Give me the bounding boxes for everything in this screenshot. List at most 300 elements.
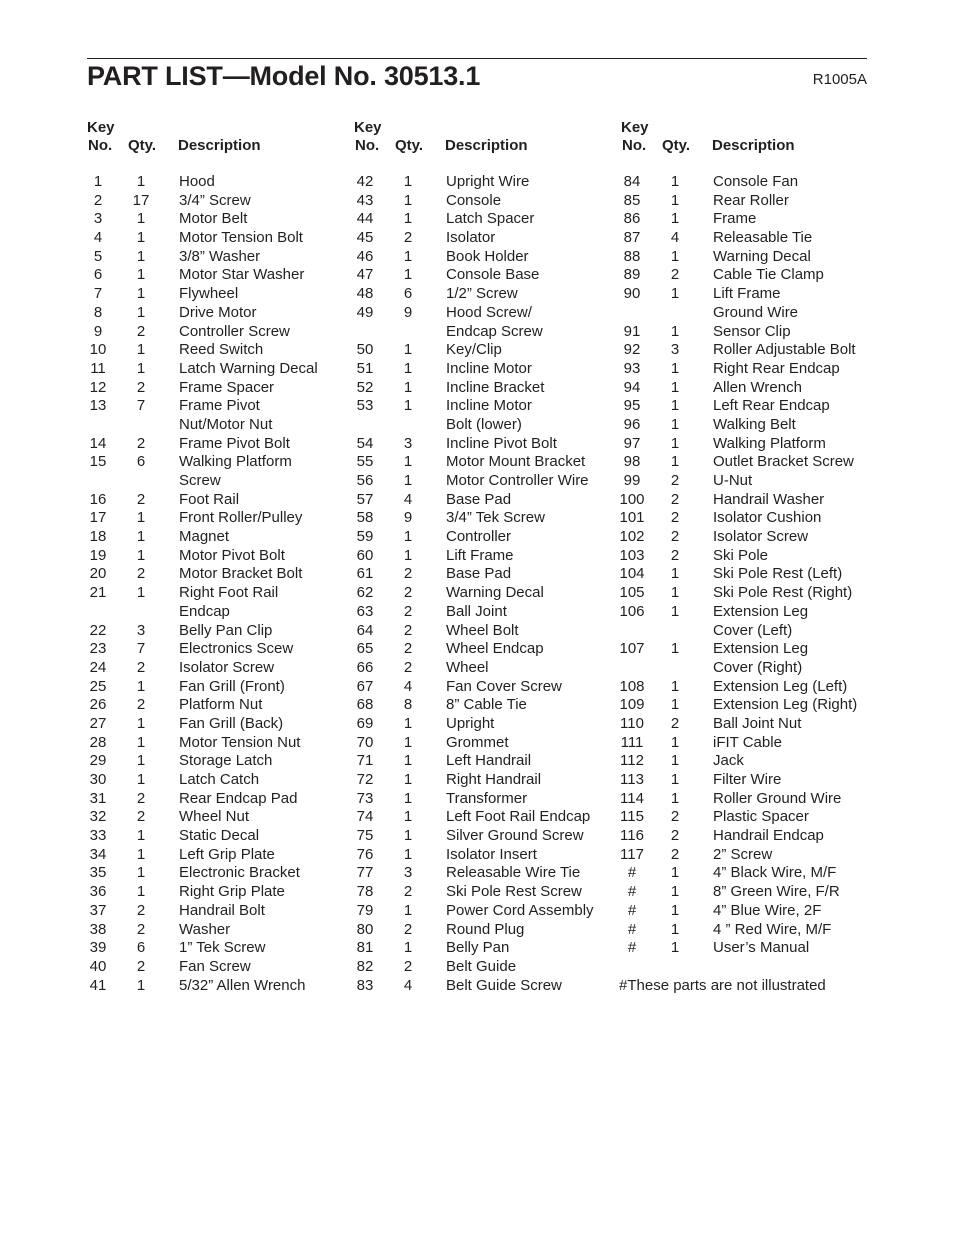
- key-number: 115: [620, 808, 644, 826]
- quantity: 1: [136, 771, 146, 788]
- key-number: 1: [93, 173, 103, 190]
- part-description: Walking Belt: [713, 415, 796, 433]
- quantity: 1: [136, 733, 146, 751]
- part-description: Washer: [179, 920, 231, 938]
- quantity: 2: [670, 845, 680, 863]
- part-description: Right Handrail: [446, 771, 542, 788]
- key-number: 11: [90, 359, 106, 377]
- quantity: 1: [136, 247, 146, 265]
- key-number: 15: [89, 453, 107, 471]
- key-number: 80: [356, 920, 374, 938]
- quantity: 3: [136, 621, 146, 639]
- part-description: Motor Tension Bolt: [179, 229, 303, 247]
- key-number: 47: [356, 266, 374, 284]
- key-number: 108: [619, 677, 645, 695]
- part-description: Incline Motor: [446, 359, 532, 377]
- quantity: 1: [670, 677, 680, 695]
- quantity: 2: [136, 658, 146, 676]
- key-number: 106: [619, 602, 645, 620]
- key-number: 25: [89, 677, 107, 695]
- part-description: Electronics Scew: [179, 640, 294, 658]
- quantity: 1: [403, 378, 413, 396]
- quantity: 2: [403, 565, 413, 583]
- key-number: 99: [623, 472, 641, 489]
- part-description: Extension Leg (Left): [713, 677, 848, 695]
- key-number: #: [627, 939, 637, 957]
- description-header: Description: [178, 137, 261, 154]
- quantity: 1: [670, 378, 680, 396]
- quantity: 1: [670, 901, 680, 919]
- quantity: 1: [136, 845, 146, 863]
- part-description: Bolt (lower): [446, 415, 522, 433]
- key-number: 53: [356, 397, 374, 415]
- key-number: 19: [89, 546, 107, 564]
- quantity: 1: [136, 584, 146, 602]
- part-description: Walking Platform: [179, 453, 292, 471]
- key-number: 31: [89, 789, 107, 807]
- quantity: 2: [136, 901, 146, 919]
- key-number: 102: [619, 528, 645, 546]
- quantity: 1: [670, 191, 680, 209]
- quantity: 1: [670, 453, 680, 471]
- quantity: 2: [136, 378, 146, 396]
- part-description: Isolator: [446, 229, 496, 247]
- quantity: 1: [403, 359, 413, 377]
- quantity: 1: [136, 976, 146, 994]
- key-number: 74: [356, 808, 374, 826]
- quantity: 1: [136, 229, 146, 247]
- part-description: Incline Bracket: [446, 378, 545, 396]
- part-description: Handrail Washer: [713, 490, 825, 508]
- quantity: 2: [403, 229, 413, 247]
- quantity: 1: [136, 677, 146, 695]
- no-header: No.: [355, 137, 380, 154]
- part-description: Hood: [179, 173, 215, 190]
- part-description: Motor Star Washer: [179, 266, 305, 284]
- key-number: 96: [623, 415, 641, 433]
- part-description: 3/4” Screw: [179, 191, 251, 209]
- part-description: Screw: [179, 472, 221, 489]
- part-description: Fan Cover Screw: [446, 677, 562, 695]
- quantity: 4: [403, 677, 413, 695]
- part-description: Ski Pole: [713, 546, 769, 564]
- key-number: 75: [356, 827, 374, 845]
- key-number: 110: [620, 714, 644, 732]
- quantity: 1: [670, 752, 680, 770]
- quantity: 2: [136, 920, 146, 938]
- quantity: 6: [403, 285, 413, 303]
- quantity: 1: [403, 528, 413, 546]
- part-description: Console Base: [446, 266, 540, 284]
- part-description: Upright: [446, 714, 495, 732]
- part-description: Cover (Left): [713, 621, 793, 639]
- quantity: 2: [136, 322, 146, 340]
- key-number: 55: [356, 453, 374, 471]
- part-description: Base Pad: [446, 490, 512, 508]
- part-description: Wheel Bolt: [446, 621, 519, 639]
- key-number: 4: [93, 229, 103, 247]
- part-description: Releasable Tie: [713, 229, 813, 247]
- key-number: 54: [356, 434, 374, 452]
- key-number: 3: [93, 210, 103, 228]
- key-number: #: [627, 864, 637, 882]
- part-description: Isolator Screw: [713, 528, 809, 546]
- key-number: 98: [623, 453, 641, 471]
- part-description: Base Pad: [446, 565, 512, 583]
- key-number: 92: [623, 341, 641, 359]
- key-number: 85: [623, 191, 641, 209]
- quantity: 1: [136, 827, 146, 845]
- key-number: #: [627, 920, 637, 938]
- part-description: Handrail Endcap: [713, 827, 824, 845]
- key-number: 33: [89, 827, 107, 845]
- quantity: 1: [136, 210, 146, 228]
- part-description: Jack: [713, 752, 744, 770]
- key-number: 65: [356, 640, 374, 658]
- key-number: 20: [89, 565, 107, 583]
- key-number: 112: [620, 752, 644, 770]
- key-number: 69: [356, 714, 374, 732]
- part-description: 4 ” Red Wire, M/F: [713, 920, 832, 938]
- quantity: 2: [670, 714, 680, 732]
- part-description: Motor Bracket Bolt: [179, 565, 303, 583]
- part-description: Upright Wire: [446, 173, 530, 190]
- part-description: Round Plug: [446, 920, 525, 938]
- quantity: 1: [403, 808, 413, 826]
- part-description: Left Foot Rail Endcap: [446, 808, 591, 826]
- part-description: Roller Adjustable Bolt: [713, 341, 856, 359]
- quantity: 1: [670, 415, 680, 433]
- key-number: 88: [623, 247, 641, 265]
- part-description: Belt Guide: [446, 957, 517, 975]
- key-number: 7: [93, 285, 103, 303]
- key-number: 17: [89, 509, 107, 527]
- quantity: 7: [136, 397, 146, 415]
- quantity: 2: [670, 827, 680, 845]
- key-number: 60: [356, 546, 374, 564]
- part-description: Cover (Right): [713, 658, 803, 676]
- quantity: 9: [403, 303, 413, 321]
- key-number: 35: [89, 864, 107, 882]
- part-description: Controller: [446, 528, 512, 546]
- quantity: 9: [403, 509, 413, 527]
- quantity: 2: [670, 490, 680, 508]
- quantity: 1: [670, 210, 680, 228]
- quantity: 1: [403, 752, 413, 770]
- part-description: Left Handrail: [446, 752, 532, 770]
- part-description: Motor Controller Wire: [446, 472, 589, 489]
- part-description: Grommet: [446, 733, 509, 751]
- key-number: 14: [89, 434, 107, 452]
- key-number: 12: [89, 378, 107, 396]
- quantity: 1: [670, 434, 680, 452]
- part-description: Drive Motor: [179, 303, 257, 321]
- key-number: 27: [89, 714, 107, 732]
- quantity: 2: [670, 808, 680, 826]
- key-number: 43: [356, 191, 374, 209]
- part-description: Key/Clip: [446, 341, 502, 359]
- part-description: Handrail Bolt: [179, 901, 265, 919]
- key-number: 79: [356, 901, 374, 919]
- key-number: 41: [89, 976, 107, 994]
- part-description: Front Roller/Pulley: [179, 509, 303, 527]
- quantity: 2: [403, 883, 413, 901]
- part-description: U-Nut: [713, 472, 753, 489]
- part-description: Rear Endcap Pad: [179, 789, 298, 807]
- part-description: Power Cord Assembly: [446, 901, 594, 919]
- quantity: 1: [670, 939, 680, 957]
- part-description: Ball Joint: [446, 602, 507, 620]
- part-description: Extension Leg: [713, 640, 809, 658]
- part-description: 5/32” Allen Wrench: [179, 976, 306, 994]
- part-description: Static Decal: [179, 827, 260, 845]
- quantity: 1: [136, 173, 146, 190]
- qty-header: Qty.: [128, 137, 157, 154]
- key-number: #: [627, 883, 637, 901]
- part-description: Frame Pivot Bolt: [179, 434, 290, 452]
- part-description: Sensor Clip: [713, 322, 791, 340]
- part-description: Warning Decal: [446, 584, 544, 602]
- key-number: 32: [89, 808, 107, 826]
- key-number: 93: [623, 359, 641, 377]
- part-description: 2” Screw: [713, 845, 773, 863]
- quantity: 1: [670, 696, 680, 714]
- part-description: Outlet Bracket Screw: [713, 453, 854, 471]
- quantity: 2: [403, 584, 413, 602]
- quantity: 1: [403, 546, 413, 564]
- quantity: 1: [403, 733, 413, 751]
- key-number: 18: [89, 528, 107, 546]
- quantity: 1: [670, 565, 680, 583]
- quantity: 1: [403, 845, 413, 863]
- quantity: 1: [670, 864, 680, 882]
- description-header: Description: [445, 137, 528, 154]
- part-description: Wheel Nut: [179, 808, 250, 826]
- footnote: #These parts are not illustrated: [619, 977, 826, 994]
- part-description: Motor Mount Bracket: [446, 453, 586, 471]
- key-number: 104: [619, 565, 645, 583]
- quantity: 4: [403, 976, 413, 994]
- key-number: 37: [89, 901, 107, 919]
- part-description: Roller Ground Wire: [713, 789, 842, 807]
- quantity: 1: [670, 771, 680, 788]
- key-header: Key: [354, 119, 382, 136]
- key-number: 111: [620, 733, 644, 751]
- quantity: 1: [136, 714, 146, 732]
- quantity: 1: [136, 528, 146, 546]
- key-number: 84: [623, 173, 641, 190]
- part-description: Silver Ground Screw: [446, 827, 584, 845]
- quantity: 2: [136, 957, 146, 975]
- quantity: 2: [670, 509, 680, 527]
- part-description: Endcap Screw: [446, 322, 543, 340]
- key-number: 10: [89, 341, 107, 359]
- key-number: 73: [356, 789, 374, 807]
- part-description: Hood Screw/: [446, 303, 532, 321]
- key-number: 42: [356, 173, 374, 190]
- key-number: 40: [89, 957, 107, 975]
- quantity: 6: [136, 453, 146, 471]
- key-number: 64: [356, 621, 374, 639]
- part-description: Left Rear Endcap: [713, 397, 830, 415]
- key-number: 87: [623, 229, 641, 247]
- quantity: 2: [136, 696, 146, 714]
- quantity: 1: [670, 359, 680, 377]
- quantity: 1: [403, 266, 413, 284]
- key-number: 44: [356, 210, 374, 228]
- part-description: Latch Spacer: [446, 210, 535, 228]
- key-number: 49: [356, 303, 374, 321]
- key-number: 57: [356, 490, 374, 508]
- quantity: 2: [403, 957, 413, 975]
- part-description: Belly Pan: [446, 939, 510, 957]
- part-description: Lift Frame: [446, 546, 514, 564]
- page-title: PART LIST—Model No. 30513.1: [87, 61, 481, 91]
- part-description: Controller Screw: [179, 322, 290, 340]
- key-number: 8: [93, 303, 103, 321]
- part-description: User’s Manual: [713, 939, 810, 957]
- key-number: 13: [89, 397, 107, 415]
- key-number: 77: [356, 864, 374, 882]
- part-description: Motor Belt: [179, 210, 248, 228]
- part-description: Frame: [713, 210, 757, 228]
- quantity: 1: [403, 173, 413, 190]
- quantity: 1: [670, 789, 680, 807]
- key-number: 63: [356, 602, 374, 620]
- quantity: 1: [136, 359, 146, 377]
- key-number: 90: [623, 285, 641, 303]
- key-number: 95: [623, 397, 641, 415]
- key-number: 46: [356, 247, 374, 265]
- part-description: Motor Pivot Bolt: [179, 546, 285, 564]
- key-number: 6: [93, 266, 103, 284]
- part-description: iFIT Cable: [713, 733, 782, 751]
- quantity: 1: [403, 453, 413, 471]
- part-description: Frame Spacer: [179, 378, 275, 396]
- part-description: Flywheel: [179, 285, 239, 303]
- key-number: 26: [89, 696, 107, 714]
- part-description: 4” Blue Wire, 2F: [713, 901, 822, 919]
- quantity: 1: [670, 322, 680, 340]
- quantity: 2: [403, 602, 413, 620]
- key-number: 116: [620, 827, 644, 845]
- part-description: Releasable Wire Tie: [446, 864, 581, 882]
- quantity: 2: [670, 472, 680, 489]
- key-number: 21: [89, 584, 107, 602]
- quantity: 1: [403, 827, 413, 845]
- part-description: Lift Frame: [713, 285, 781, 303]
- key-number: 45: [356, 229, 374, 247]
- part-description: Left Grip Plate: [179, 845, 275, 863]
- part-description: Wheel: [446, 658, 489, 676]
- part-description: Belt Guide Screw: [446, 976, 562, 994]
- part-description: Endcap: [179, 602, 230, 620]
- key-number: 68: [356, 696, 374, 714]
- key-number: 71: [356, 752, 374, 770]
- quantity: 1: [670, 397, 680, 415]
- quantity: 2: [403, 920, 413, 938]
- qty-header: Qty.: [662, 137, 691, 154]
- quantity: 1: [403, 789, 413, 807]
- part-description: Ski Pole Rest Screw: [446, 883, 582, 901]
- key-number: 107: [619, 640, 645, 658]
- key-number: 62: [356, 584, 374, 602]
- quantity: 1: [403, 939, 413, 957]
- quantity: 2: [136, 808, 146, 826]
- part-description: Ball Joint Nut: [713, 714, 802, 732]
- quantity: 1: [136, 266, 146, 284]
- part-description: Walking Platform: [713, 434, 826, 452]
- key-number: 67: [356, 677, 374, 695]
- description-header: Description: [712, 137, 795, 154]
- quantity: 1: [670, 883, 680, 901]
- key-number: 117: [620, 845, 644, 863]
- part-description: Ski Pole Rest (Left): [713, 565, 843, 583]
- part-description: Incline Motor: [446, 397, 532, 415]
- quantity: 1: [403, 247, 413, 265]
- key-number: 24: [89, 658, 107, 676]
- quantity: 1: [670, 920, 680, 938]
- no-header: No.: [622, 137, 647, 154]
- key-number: 97: [623, 434, 641, 452]
- quantity: 1: [670, 173, 680, 190]
- quantity: 2: [136, 490, 146, 508]
- document-number: R1005A: [812, 71, 867, 88]
- quantity: 1: [136, 341, 146, 359]
- part-description: Fan Grill (Front): [179, 677, 285, 695]
- quantity: 1: [670, 602, 680, 620]
- part-description: 3/4” Tek Screw: [446, 509, 545, 527]
- part-description: 4” Black Wire, M/F: [713, 864, 837, 882]
- quantity: 3: [403, 434, 413, 452]
- key-number: 48: [356, 285, 374, 303]
- quantity: 1: [403, 901, 413, 919]
- quantity: 6: [136, 939, 146, 957]
- quantity: 1: [403, 472, 413, 489]
- quantity: 1: [403, 210, 413, 228]
- part-description: Frame Pivot: [179, 397, 260, 415]
- key-number: 78: [356, 883, 374, 901]
- quantity: 1: [136, 285, 146, 303]
- quantity: 17: [132, 191, 150, 209]
- quantity: 1: [136, 509, 146, 527]
- quantity: 1: [403, 714, 413, 732]
- quantity: 1: [403, 341, 413, 359]
- quantity: 8: [403, 696, 413, 714]
- key-number: 52: [356, 378, 374, 396]
- key-number: 39: [89, 939, 107, 957]
- key-number: 56: [356, 472, 374, 489]
- part-description: Console: [446, 191, 502, 209]
- quantity: 2: [403, 640, 413, 658]
- key-number: 72: [356, 771, 374, 788]
- quantity: 2: [136, 565, 146, 583]
- key-header: Key: [621, 119, 649, 136]
- part-description: Foot Rail: [179, 490, 240, 508]
- quantity: 1: [136, 546, 146, 564]
- key-number: 29: [89, 752, 107, 770]
- quantity: 1: [670, 733, 680, 751]
- part-description: Console Fan: [713, 173, 799, 190]
- key-number: 91: [623, 322, 641, 340]
- key-number: 82: [356, 957, 374, 975]
- part-description: Fan Screw: [179, 957, 251, 975]
- key-number: 5: [93, 247, 103, 265]
- key-number: 76: [356, 845, 374, 863]
- quantity: 1: [403, 771, 413, 788]
- part-description: Nut/Motor Nut: [179, 415, 273, 433]
- key-number: 34: [89, 845, 107, 863]
